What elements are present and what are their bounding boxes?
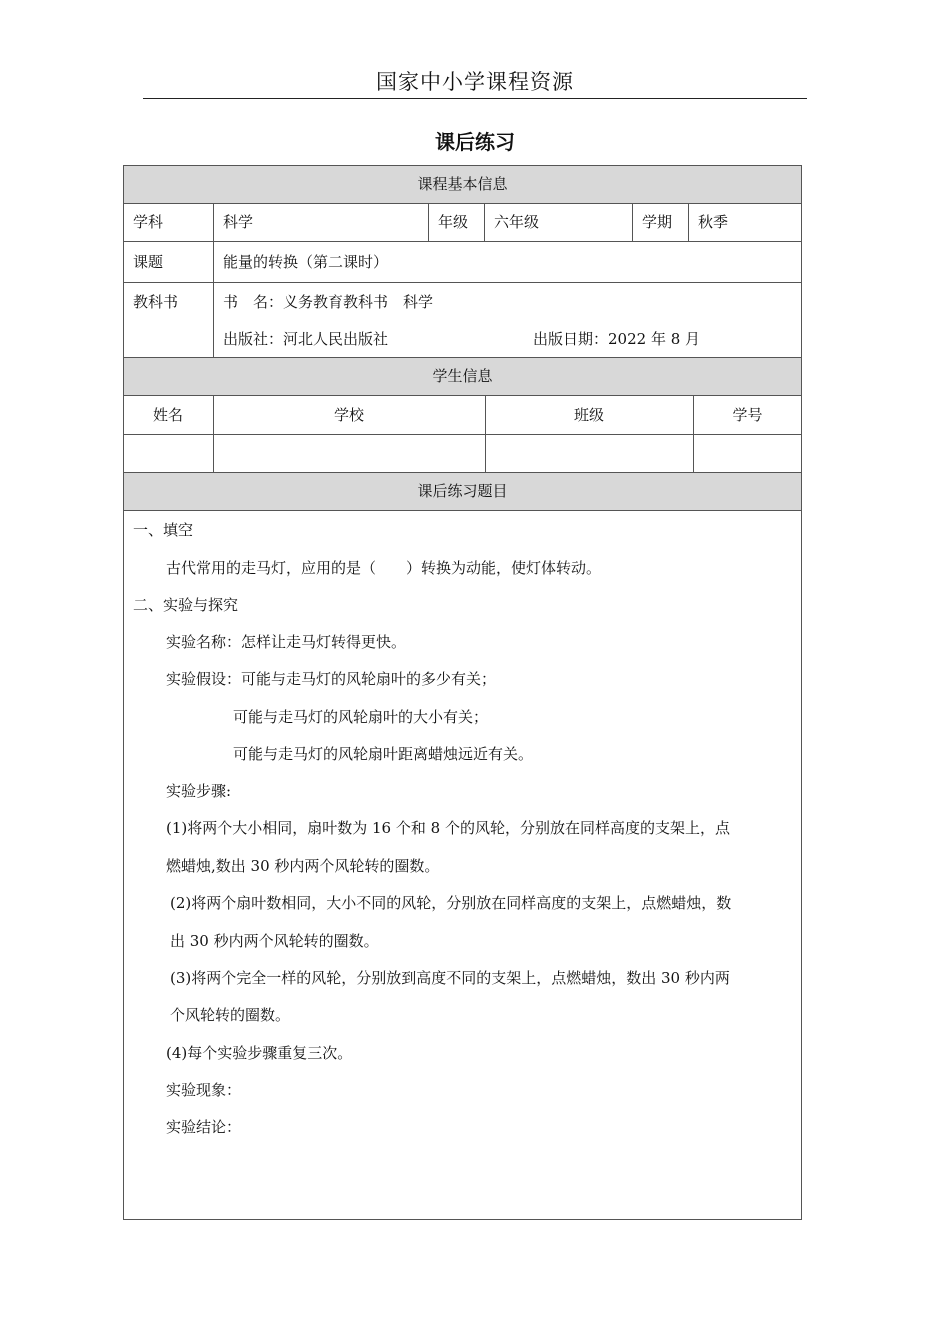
id-field[interactable] — [694, 435, 801, 472]
term-value: 秋季 — [698, 213, 729, 231]
basic-info-title: 课程基本信息 — [417, 175, 508, 193]
id-label: 学号 — [732, 406, 763, 424]
subject-label: 学科 — [133, 213, 164, 231]
experiment-name: 实验名称：怎样让走马灯转得更快。 — [166, 633, 407, 651]
page-title: 课后练习 — [435, 130, 515, 154]
step-2-line-1: (2)将两个扇叶数相同，大小不同的风轮，分别放在同样高度的支架上，点燃蜡烛，数 — [170, 894, 732, 912]
step-1-line-2: 燃蜡烛,数出 30 秒内两个风轮转的圈数。 — [166, 857, 440, 875]
header-title: 国家中小学课程资源 — [376, 70, 574, 94]
name-label: 姓名 — [152, 406, 183, 424]
student-info-title: 学生信息 — [432, 367, 493, 385]
textbook-label: 教科书 — [133, 293, 179, 311]
step-3-line-2: 个风轮转的圈数。 — [170, 1006, 291, 1024]
step-1-line-1: (1)将两个大小相同，扇叶数为 16 个和 8 个的风轮，分别放在同样高度的支架上，点 — [166, 819, 730, 837]
grade-value: 六年级 — [494, 213, 540, 231]
topic-label: 课题 — [133, 253, 164, 271]
topic-value: 能量的转换（第二课时） — [223, 253, 389, 271]
class-field[interactable] — [486, 435, 693, 472]
step-3-line-1: (3)将两个完全一样的风轮，分别放到高度不同的支架上，点燃蜡烛，数出 30 秒内两 — [170, 969, 730, 987]
exercise-title: 课后练习题目 — [417, 482, 508, 500]
steps-heading: 实验步骤: — [166, 782, 232, 800]
term-label: 学期 — [642, 213, 673, 231]
school-field[interactable] — [214, 435, 485, 472]
phenomenon-label: 实验现象： — [166, 1081, 242, 1099]
header-divider — [143, 98, 807, 99]
section-heading-fill-blank: 一、填空 — [133, 521, 194, 539]
publish-date: 出版日期：2022 年 8 月 — [533, 330, 701, 348]
grade-label: 年级 — [438, 213, 469, 231]
book-name: 书 名：义务教育教科书 科学 — [223, 293, 434, 311]
hypothesis-1: 实验假设：可能与走马灯的风轮扇叶的多少有关； — [166, 670, 497, 688]
step-4: (4)每个实验步骤重复三次。 — [166, 1044, 353, 1062]
class-label: 班级 — [573, 406, 604, 424]
fill-blank-question: 古代常用的走马灯，应用的是（ ）转换为动能，使灯体转动。 — [166, 559, 602, 577]
step-2-line-2: 出 30 秒内两个风轮转的圈数。 — [170, 932, 379, 950]
subject-value: 科学 — [223, 213, 254, 231]
publisher: 出版社：河北人民出版社 — [223, 330, 389, 348]
name-field[interactable] — [124, 435, 213, 472]
hypothesis-2: 可能与走马灯的风轮扇叶的大小有关； — [233, 708, 489, 726]
conclusion-label: 实验结论： — [166, 1118, 242, 1136]
section-heading-experiment: 二、实验与探究 — [133, 596, 239, 614]
school-label: 学校 — [333, 406, 364, 424]
hypothesis-3: 可能与走马灯的风轮扇叶距离蜡烛远近有关。 — [233, 745, 534, 763]
